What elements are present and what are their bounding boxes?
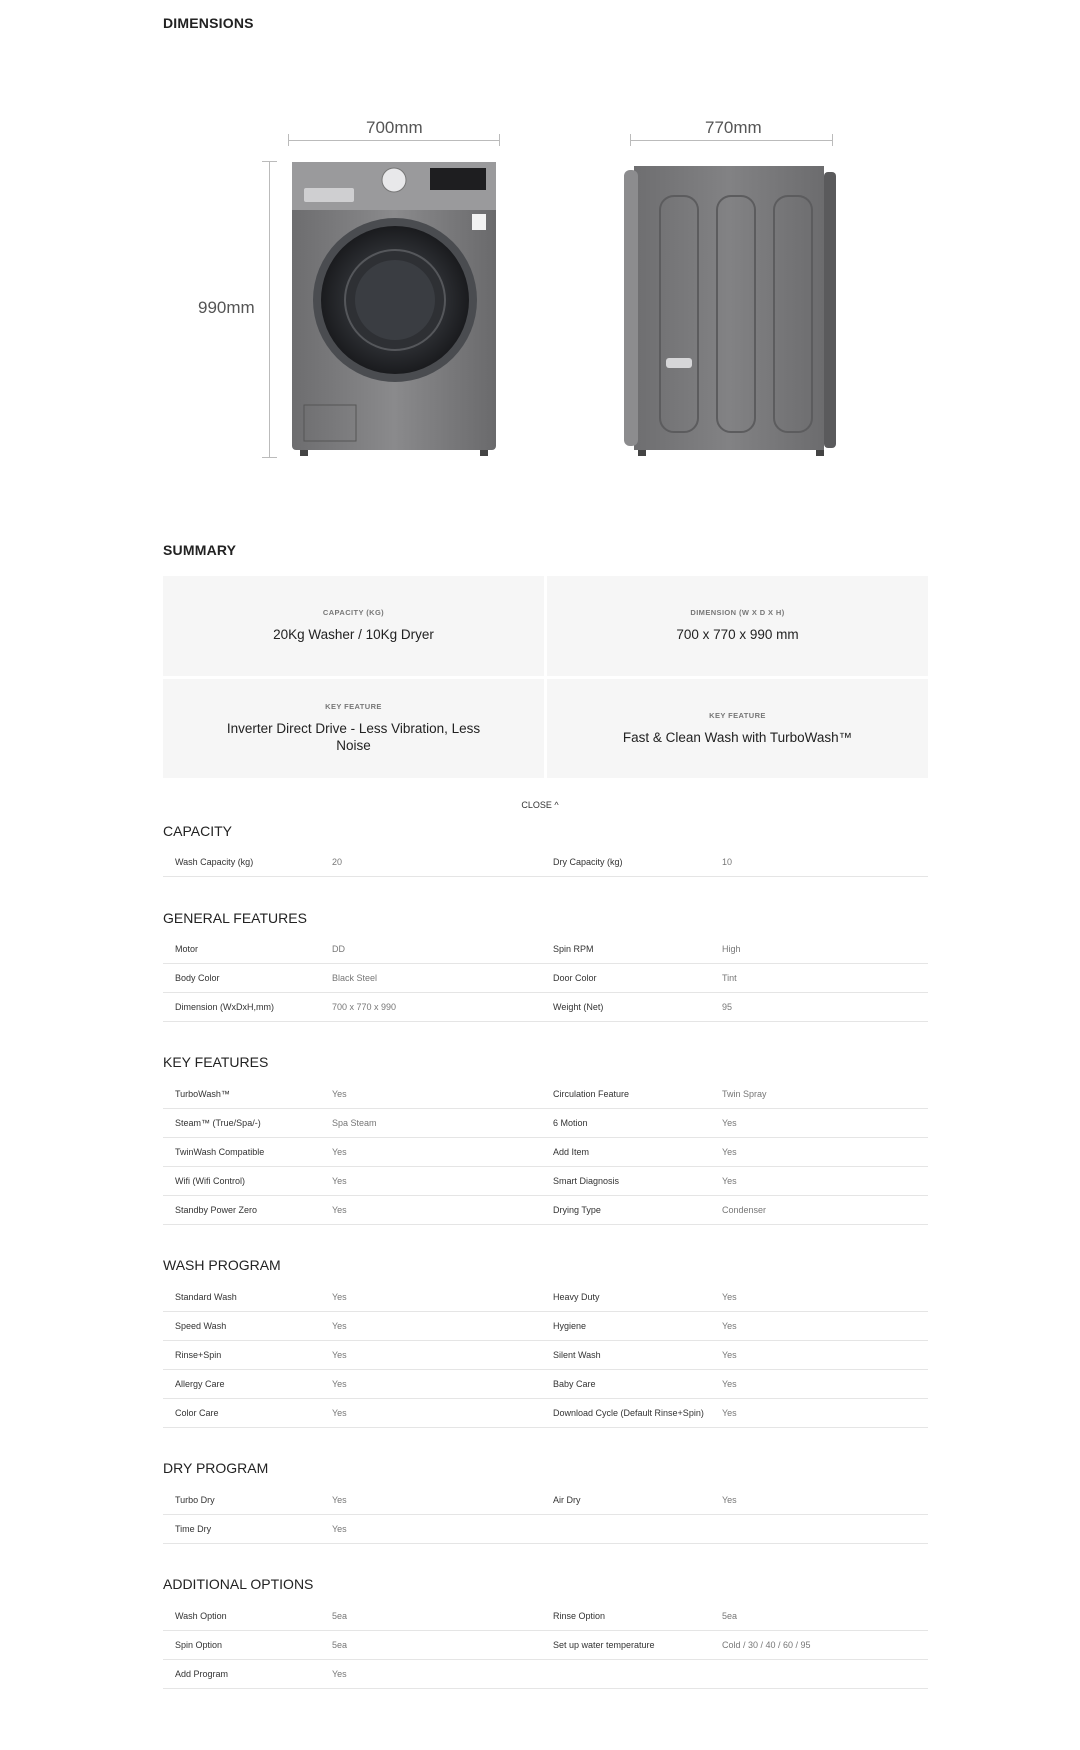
spec-key: Steam™ (True/Spa/-) [175,1118,261,1128]
summary-key-feature-2 [547,679,928,779]
spec-key: Allergy Care [175,1379,225,1389]
table-row [163,1602,928,1631]
additional-options-title: ADDITIONAL OPTIONS [163,1576,314,1592]
table-row [163,1283,928,1312]
spec-value: Yes [722,1350,737,1360]
spec-value: Yes [332,1292,347,1302]
wash-program-title: WASH PROGRAM [163,1257,281,1273]
capacity-title: CAPACITY [163,823,232,839]
spec-key: TwinWash Compatible [175,1147,265,1157]
spec-value: 5ea [722,1611,738,1621]
spec-value: Yes [722,1408,737,1418]
spec-value: Yes [332,1408,347,1418]
summary-title: SUMMARY [163,542,237,558]
summary-value: 700 x 770 x 990 mm [676,627,799,643]
summary-value: Inverter Direct Drive - Less Vibration, Less Noise [226,721,481,754]
spec-key: Set up water temperature [553,1640,655,1650]
summary-caption: KEY FEATURE [709,710,766,720]
spec-value: Yes [722,1118,737,1128]
spec-key: Speed Wash [175,1321,227,1331]
key-features-table [163,1080,928,1225]
summary-value: Fast & Clean Wash with TurboWash™ [622,729,853,745]
depth-tick-left [630,134,631,146]
spec-value: Yes [332,1205,347,1215]
spec-key: Dry Capacity (kg) [553,857,623,867]
table-row [163,1399,928,1428]
summary-dimension [547,576,928,676]
summary-key-feature-1 [163,679,544,779]
spec-key: Standby Power Zero [175,1205,258,1215]
summary-grid [163,576,928,778]
table-row [163,993,928,1022]
table-row [163,1109,928,1138]
table-row [163,848,928,877]
spec-key: Air Dry [553,1495,581,1505]
spec-value: Tint [722,973,737,983]
height-tick-top [262,161,277,162]
table-row [163,1167,928,1196]
spec-key: Weight (Net) [553,1002,604,1012]
table-row [163,1370,928,1399]
spec-value: Yes [332,1669,347,1679]
table-row [163,1660,928,1689]
table-row [163,1196,928,1225]
spec-value: Black Steel [332,973,378,983]
spec-key: Smart Diagnosis [553,1176,620,1186]
table-row [163,1515,928,1544]
spec-key: Spin Option [175,1640,223,1650]
spec-value: Yes [722,1292,737,1302]
spec-value: Yes [722,1321,737,1331]
close-button[interactable]: CLOSE ^ [521,800,559,810]
width-line [288,140,500,141]
height-tick-bottom [262,457,277,458]
summary-caption: DIMENSION (W X D X H) [690,608,785,618]
general-features-table [163,935,928,1022]
spec-key: Add Item [553,1147,590,1157]
washer-front-image [290,160,500,458]
spec-key: Time Dry [175,1524,212,1534]
spec-key: TurboWash™ [175,1089,230,1099]
height-label: 990mm [198,298,255,317]
general-features-title: GENERAL FEATURES [163,910,307,926]
spec-key: Body Color [175,973,220,983]
width-tick-right [499,134,500,146]
spec-key: Heavy Duty [553,1292,600,1302]
spec-key: Turbo Dry [175,1495,215,1505]
table-row [163,1312,928,1341]
spec-key: Door Color [553,973,597,983]
spec-value: 5ea [332,1640,348,1650]
spec-value: 5ea [332,1611,348,1621]
table-row [163,935,928,964]
table-row [163,964,928,993]
spec-value: 10 [722,857,733,867]
spec-key: Download Cycle (Default Rinse+Spin) [553,1408,704,1418]
spec-value: Twin Spray [722,1089,767,1099]
spec-value: Yes [332,1321,347,1331]
summary-caption: KEY FEATURE [325,702,382,712]
table-row [163,1341,928,1370]
capacity-table [163,848,928,877]
spec-value: Yes [332,1350,347,1360]
spec-value: Yes [722,1147,737,1157]
spec-key: 6 Motion [553,1118,588,1128]
width-label: 700mm [366,118,423,137]
spec-value: Yes [722,1379,737,1389]
spec-value: Yes [332,1176,347,1186]
spec-value: Yes [332,1495,347,1505]
dry-program-table [163,1486,928,1544]
spec-value: 700 x 770 x 990 [332,1002,397,1012]
spec-key: Spin RPM [553,944,594,954]
spec-value: Yes [332,1524,347,1534]
depth-line [630,140,833,141]
depth-tick-right [832,134,833,146]
spec-value: Cold / 30 / 40 / 60 / 95 [722,1640,811,1650]
spec-key: Wash Option [175,1611,227,1621]
dry-program-title: DRY PROGRAM [163,1460,269,1476]
height-line [269,161,270,458]
width-tick-left [288,134,289,146]
spec-key: Wash Capacity (kg) [175,857,254,867]
spec-key: Hygiene [553,1321,587,1331]
spec-value: Yes [722,1495,737,1505]
table-row [163,1080,928,1109]
spec-value: Yes [332,1089,347,1099]
spec-key: Drying Type [553,1205,601,1215]
additional-options-table [163,1602,928,1689]
spec-key: Wifi (Wifi Control) [175,1176,245,1186]
spec-key: Rinse+Spin [175,1350,222,1360]
spec-key: Baby Care [553,1379,596,1389]
summary-capacity [163,576,544,676]
spec-value: DD [332,944,345,954]
table-row [163,1486,928,1515]
depth-label: 770mm [705,118,762,137]
spec-value: Condenser [722,1205,767,1215]
spec-key: Circulation Feature [553,1089,630,1099]
table-row [163,1138,928,1167]
spec-key: Color Care [175,1408,219,1418]
spec-value: Yes [722,1176,737,1186]
spec-key: Rinse Option [553,1611,606,1621]
spec-key: Dimension (WxDxH,mm) [175,1002,274,1012]
spec-value: 95 [722,1002,733,1012]
summary-caption: CAPACITY (KG) [322,608,385,618]
dimensions-title: DIMENSIONS [163,15,254,31]
spec-value: Spa Steam [332,1118,377,1128]
spec-value: High [722,944,741,954]
summary-value: 20Kg Washer / 10Kg Dryer [273,627,434,643]
washer-side-image [620,160,840,458]
spec-value: Yes [332,1379,347,1389]
spec-key: Add Program [175,1669,229,1679]
wash-program-table [163,1283,928,1428]
spec-key: Silent Wash [553,1350,601,1360]
spec-key: Motor [175,944,199,954]
key-features-title: KEY FEATURES [163,1054,269,1070]
spec-value: Yes [332,1147,347,1157]
spec-value: 20 [332,857,343,867]
spec-key: Standard Wash [175,1292,237,1302]
table-row [163,1631,928,1660]
